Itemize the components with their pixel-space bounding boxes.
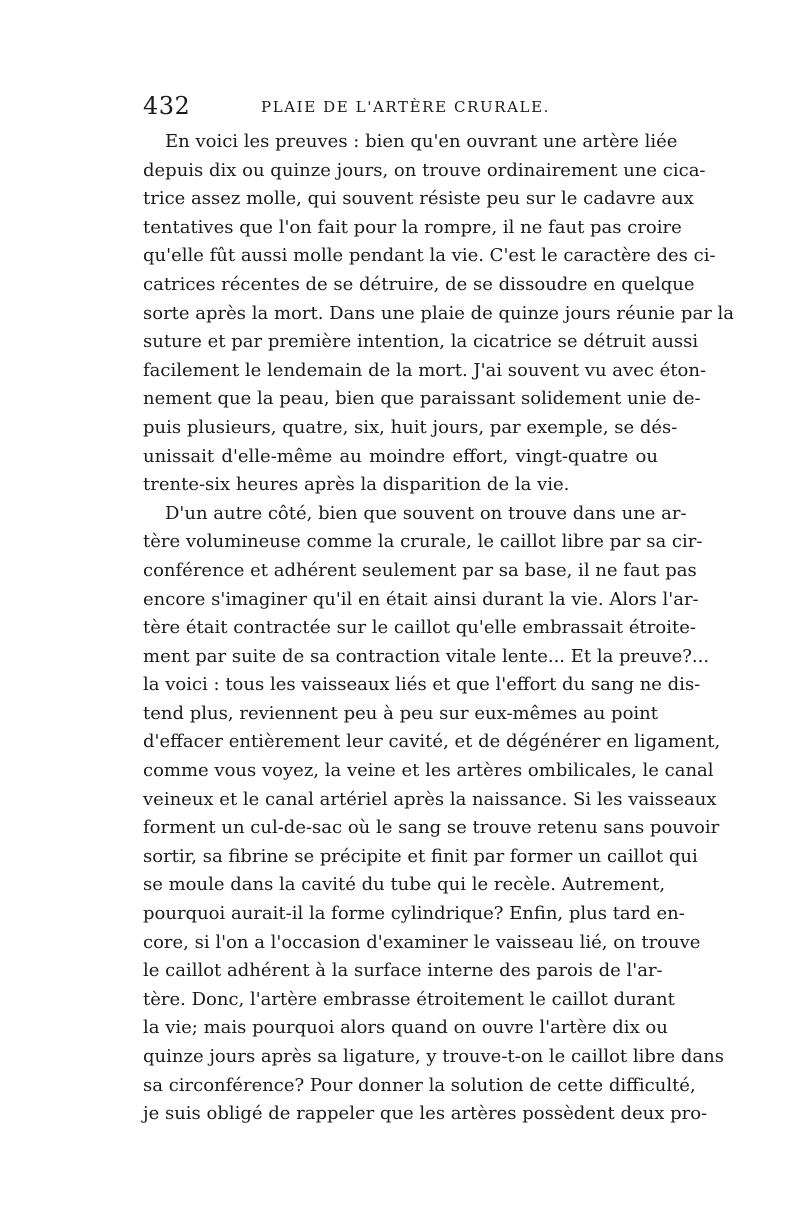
text-line: puis plusieurs, quatre, six, huit jours, par exemple, se dés- [143, 416, 678, 438]
text-line: qu'elle fût aussi molle pendant la vie. C'est le caractère des ci- [143, 245, 716, 267]
text-line: nement que la peau, bien que paraissant solidement unie de- [143, 388, 701, 410]
text-line: veineux et le canal artériel après la naissance. Si les vaisseaux [143, 788, 717, 810]
body-text [143, 128, 735, 1129]
text-line: se moule dans la cavité du tube qui le recèle. Autrement, [143, 874, 666, 896]
text-line: le caillot adhérent à la surface interne des parois de l'ar- [143, 960, 663, 982]
text-line: pourquoi aurait-il la forme cylindrique? Enfin, plus tard en- [143, 903, 685, 925]
text-line: la voici : tous les vaisseaux liés et que l'effort du sang ne dis- [143, 674, 701, 696]
text-line: tend plus, reviennent peu à peu sur eux-mêmes au point [143, 702, 658, 724]
text-line: trente-six heures après la disparition de la vie. [143, 474, 570, 496]
text-line: quinze jours après sa ligature, y trouve-t-on le caillot libre dans [143, 1046, 724, 1067]
text-line: je suis obligé de rappeler que les artères possèdent deux pro- [143, 1103, 708, 1125]
text-line: sortir, sa fibrine se précipite et finit par former un caillot qui [143, 845, 698, 867]
text-line: catrices récentes de se détruire, de se dissoudre en quelque [143, 273, 695, 295]
text-line: sorte après la mort. Dans une plaie de quinze jours réunie par la [143, 302, 735, 324]
text-line: unissait d'elle-même au moindre effort, vingt-quatre ou [143, 445, 658, 467]
page-number: 432 [143, 92, 191, 120]
text-line: trice assez molle, qui souvent résiste peu sur le cadavre aux [143, 188, 694, 210]
text-line: tentatives que l'on fait pour la rompre, il ne faut pas croire [143, 216, 682, 238]
text-line: suture et par première intention, la cicatrice se détruit aussi [143, 331, 699, 353]
text-line: la vie; mais pourquoi alors quand on ouvre l'artère dix ou [143, 1017, 668, 1039]
text-line: tère. Donc, l'artère embrasse étroitement le caillot durant [143, 988, 675, 1010]
text-line: core, si l'on a l'occasion d'examiner le vaisseau lié, on trouve [143, 931, 701, 953]
text-line: tère était contractée sur le caillot qu'elle embrassait étroite- [143, 617, 696, 639]
text-line: depuis dix ou quinze jours, on trouve ordinairement une cica- [143, 159, 706, 181]
page-header [143, 92, 658, 124]
running-title: PLAIE DE L'ARTÈRE CRURALE. [261, 98, 551, 116]
text-line: D'un autre côté, bien que souvent on trouve dans une ar- [165, 502, 687, 524]
text-line: d'effacer entièrement leur cavité, et de dégénérer en ligament, [143, 731, 721, 753]
text-line: encore s'imaginer qu'il en était ainsi durant la vie. Alors l'ar- [143, 588, 699, 610]
text-line: ment par suite de sa contraction vitale lente... Et la preuve?... [143, 645, 710, 667]
text-line: conférence et adhérent seulement par sa base, il ne faut pas [143, 559, 697, 581]
text-line: comme vous voyez, la veine et les artères ombilicales, le canal [143, 760, 714, 782]
text-line: sa circonférence? Pour donner la solution de cette difficulté, [143, 1074, 696, 1096]
text-line: forment un cul-de-sac où le sang se trouve retenu sans pouvoir [143, 817, 720, 839]
text-line: facilement le lendemain de la mort. J'ai souvent vu avec éton- [143, 359, 707, 381]
text-line: En voici les preuves : bien qu'en ouvrant une artère liée [165, 131, 678, 152]
text-line: tère volumineuse comme la crurale, le caillot libre par sa cir- [143, 531, 703, 553]
